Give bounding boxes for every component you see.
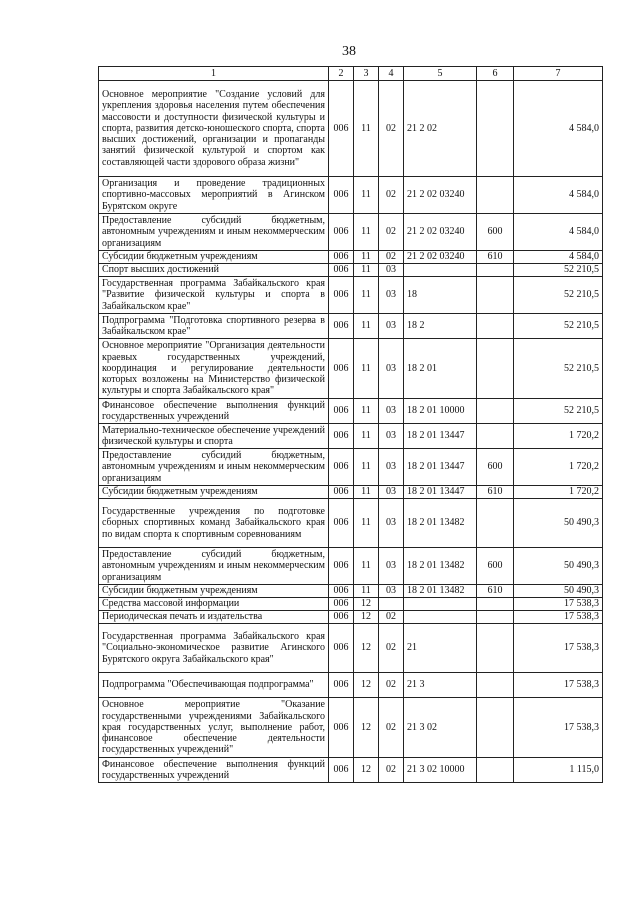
row-description: Государственные учреждения по подготовке сборных спортивных команд Забайкальского края по видам спорта к спортивным соревнованиям [99, 499, 329, 548]
table-row [99, 424, 603, 449]
row-amount: 50 490,3 [514, 499, 603, 548]
row-description: Субсидии бюджетным учреждениям [99, 251, 329, 264]
row-section: 11 [354, 449, 379, 486]
row-ministry-code: 006 [329, 214, 354, 251]
row-target-article: 18 2 01 13447 [404, 424, 477, 449]
row-section: 11 [354, 585, 379, 598]
row-description: Основное мероприятие "Организация деятельности краевых государственных учреждений, координация и регулирование деятельности которых возложены на Министерство физической культуры и спорта Забайкальского края" [99, 339, 329, 399]
row-section: 12 [354, 611, 379, 624]
row-amount: 4 584,0 [514, 177, 603, 214]
row-description: Государственная программа Забайкальского края "Развитие физической культуры и спорта в Забайкальском крае" [99, 277, 329, 314]
row-amount: 52 210,5 [514, 264, 603, 277]
row-amount: 50 490,3 [514, 548, 603, 585]
table-row [99, 758, 603, 783]
row-section: 12 [354, 624, 379, 673]
row-subsection: 02 [379, 251, 404, 264]
row-amount: 17 538,3 [514, 598, 603, 611]
row-section: 12 [354, 698, 379, 758]
row-subsection: 02 [379, 214, 404, 251]
table-row [99, 598, 603, 611]
row-description: Спорт высших достижений [99, 264, 329, 277]
row-section: 11 [354, 177, 379, 214]
row-description: Предоставление субсидий бюджетным, автономным учреждениям и иным некоммерческим организациям [99, 214, 329, 251]
column-header: 1 [99, 67, 329, 81]
row-ministry-code: 006 [329, 449, 354, 486]
table-row [99, 277, 603, 314]
row-description: Предоставление субсидий бюджетным, автономным учреждениям и иным некоммерческим организациям [99, 548, 329, 585]
row-expense-type [477, 424, 514, 449]
table-row [99, 399, 603, 424]
budget-table [98, 66, 603, 783]
row-expense-type: 600 [477, 214, 514, 251]
row-target-article: 21 [404, 624, 477, 673]
row-description: Финансовое обеспечение выполнения функций государственных учреждений [99, 758, 329, 783]
row-target-article: 18 2 01 13482 [404, 499, 477, 548]
row-subsection: 02 [379, 611, 404, 624]
row-section: 11 [354, 251, 379, 264]
table-row [99, 449, 603, 486]
page-number: 38 [342, 44, 356, 59]
row-amount: 4 584,0 [514, 81, 603, 177]
table-row [99, 214, 603, 251]
row-expense-type: 610 [477, 486, 514, 499]
row-amount: 17 538,3 [514, 673, 603, 698]
table-row [99, 585, 603, 598]
row-ministry-code: 006 [329, 424, 354, 449]
row-expense-type: 610 [477, 585, 514, 598]
row-description: Предоставление субсидий бюджетным, автономным учреждениям и иным некоммерческим организациям [99, 449, 329, 486]
row-target-article: 18 2 01 13447 [404, 449, 477, 486]
row-description: Организация и проведение традиционных спортивно-массовых мероприятий в Агинском Бурятском округе [99, 177, 329, 214]
row-description: Средства массовой информации [99, 598, 329, 611]
row-subsection: 03 [379, 339, 404, 399]
row-target-article [404, 264, 477, 277]
row-target-article: 18 2 01 13482 [404, 585, 477, 598]
row-expense-type [477, 339, 514, 399]
column-header: 4 [379, 67, 404, 81]
row-target-article: 18 2 01 [404, 339, 477, 399]
row-subsection [379, 598, 404, 611]
row-ministry-code: 006 [329, 81, 354, 177]
row-amount: 1 115,0 [514, 758, 603, 783]
table-row [99, 499, 603, 548]
row-subsection: 02 [379, 81, 404, 177]
row-ministry-code: 006 [329, 758, 354, 783]
column-header: 3 [354, 67, 379, 81]
row-section: 11 [354, 499, 379, 548]
row-ministry-code: 006 [329, 598, 354, 611]
row-amount: 50 490,3 [514, 585, 603, 598]
row-description: Основное мероприятие "Оказание государственными учреждениями Забайкальского края государственных услуг, выполнение работ, финансовое обеспечение деятельности государственных учреждений" [99, 698, 329, 758]
row-expense-type [477, 673, 514, 698]
row-expense-type [477, 698, 514, 758]
table-row [99, 251, 603, 264]
row-target-article: 18 2 01 13447 [404, 486, 477, 499]
row-amount: 1 720,2 [514, 486, 603, 499]
row-section: 11 [354, 264, 379, 277]
table-row [99, 314, 603, 339]
row-expense-type: 600 [477, 548, 514, 585]
table-row [99, 486, 603, 499]
row-expense-type [477, 277, 514, 314]
row-ministry-code: 006 [329, 339, 354, 399]
row-subsection: 03 [379, 548, 404, 585]
row-expense-type [477, 264, 514, 277]
table-row [99, 339, 603, 399]
row-ministry-code: 006 [329, 399, 354, 424]
row-section: 12 [354, 598, 379, 611]
column-header: 6 [477, 67, 514, 81]
row-section: 11 [354, 314, 379, 339]
row-section: 11 [354, 81, 379, 177]
row-ministry-code: 006 [329, 624, 354, 673]
row-subsection: 02 [379, 758, 404, 783]
row-ministry-code: 006 [329, 548, 354, 585]
row-expense-type [477, 81, 514, 177]
row-description: Субсидии бюджетным учреждениям [99, 486, 329, 499]
table-row [99, 673, 603, 698]
row-target-article: 18 [404, 277, 477, 314]
row-target-article: 21 3 [404, 673, 477, 698]
row-amount: 1 720,2 [514, 424, 603, 449]
column-header: 7 [514, 67, 603, 81]
row-subsection: 03 [379, 424, 404, 449]
row-description: Субсидии бюджетным учреждениям [99, 585, 329, 598]
row-expense-type: 610 [477, 251, 514, 264]
table-row [99, 548, 603, 585]
row-expense-type [477, 758, 514, 783]
row-section: 11 [354, 277, 379, 314]
row-subsection: 03 [379, 264, 404, 277]
row-subsection: 03 [379, 585, 404, 598]
row-description: Государственная программа Забайкальского края "Социально-экономическое развитие Агинского Бурятского округа Забайкальского края" [99, 624, 329, 673]
row-subsection: 03 [379, 399, 404, 424]
row-target-article [404, 598, 477, 611]
row-description: Подпрограмма "Подготовка спортивного резерва в Забайкальском крае" [99, 314, 329, 339]
row-amount: 52 210,5 [514, 339, 603, 399]
row-section: 11 [354, 339, 379, 399]
row-target-article: 21 3 02 [404, 698, 477, 758]
row-description: Финансовое обеспечение выполнения функций государственных учреждений [99, 399, 329, 424]
row-target-article: 21 2 02 03240 [404, 214, 477, 251]
row-ministry-code: 006 [329, 264, 354, 277]
row-section: 11 [354, 424, 379, 449]
row-subsection: 03 [379, 314, 404, 339]
row-expense-type [477, 499, 514, 548]
row-target-article: 18 2 [404, 314, 477, 339]
row-expense-type [477, 611, 514, 624]
table-row [99, 81, 603, 177]
table-row [99, 624, 603, 673]
row-description: Основное мероприятие "Создание условий для укрепления здоровья населения путем обеспечения массовости и доступности физической культуры и спорта, развития детско-юношеского спорта, спорта высших достижений, организации и пропаганды занятий физической культурой и спортом как составляющей части здорового образа жизни" [99, 81, 329, 177]
row-section: 12 [354, 758, 379, 783]
row-amount: 17 538,3 [514, 611, 603, 624]
row-expense-type [477, 624, 514, 673]
row-section: 12 [354, 673, 379, 698]
row-ministry-code: 006 [329, 673, 354, 698]
row-section: 11 [354, 548, 379, 585]
row-description: Периодическая печать и издательства [99, 611, 329, 624]
row-amount: 4 584,0 [514, 214, 603, 251]
table-row [99, 264, 603, 277]
row-amount: 4 584,0 [514, 251, 603, 264]
row-subsection: 03 [379, 449, 404, 486]
row-section: 11 [354, 399, 379, 424]
row-target-article: 21 2 02 03240 [404, 177, 477, 214]
table-row [99, 611, 603, 624]
row-expense-type [477, 598, 514, 611]
row-description: Подпрограмма "Обеспечивающая подпрограмма" [99, 673, 329, 698]
row-target-article: 21 3 02 10000 [404, 758, 477, 783]
row-section: 11 [354, 486, 379, 499]
row-target-article: 21 2 02 03240 [404, 251, 477, 264]
row-expense-type [477, 399, 514, 424]
row-subsection: 03 [379, 277, 404, 314]
row-amount: 17 538,3 [514, 624, 603, 673]
row-ministry-code: 006 [329, 585, 354, 598]
row-ministry-code: 006 [329, 698, 354, 758]
row-amount: 52 210,5 [514, 399, 603, 424]
row-amount: 52 210,5 [514, 314, 603, 339]
table-row [99, 698, 603, 758]
table-header-row [99, 67, 603, 81]
row-subsection: 02 [379, 177, 404, 214]
row-ministry-code: 006 [329, 277, 354, 314]
row-expense-type [477, 177, 514, 214]
row-ministry-code: 006 [329, 611, 354, 624]
column-header: 5 [404, 67, 477, 81]
row-subsection: 02 [379, 624, 404, 673]
row-ministry-code: 006 [329, 251, 354, 264]
row-ministry-code: 006 [329, 177, 354, 214]
row-amount: 17 538,3 [514, 698, 603, 758]
row-target-article: 18 2 01 10000 [404, 399, 477, 424]
row-section: 11 [354, 214, 379, 251]
row-ministry-code: 006 [329, 314, 354, 339]
row-ministry-code: 006 [329, 499, 354, 548]
table-row [99, 177, 603, 214]
row-expense-type [477, 314, 514, 339]
row-subsection: 03 [379, 499, 404, 548]
row-target-article: 18 2 01 13482 [404, 548, 477, 585]
row-target-article [404, 611, 477, 624]
row-subsection: 03 [379, 486, 404, 499]
row-amount: 52 210,5 [514, 277, 603, 314]
row-subsection: 02 [379, 698, 404, 758]
row-subsection: 02 [379, 673, 404, 698]
row-amount: 1 720,2 [514, 449, 603, 486]
column-header: 2 [329, 67, 354, 81]
row-description: Материально-техническое обеспечение учреждений физической культуры и спорта [99, 424, 329, 449]
row-ministry-code: 006 [329, 486, 354, 499]
row-target-article: 21 2 02 [404, 81, 477, 177]
row-expense-type: 600 [477, 449, 514, 486]
